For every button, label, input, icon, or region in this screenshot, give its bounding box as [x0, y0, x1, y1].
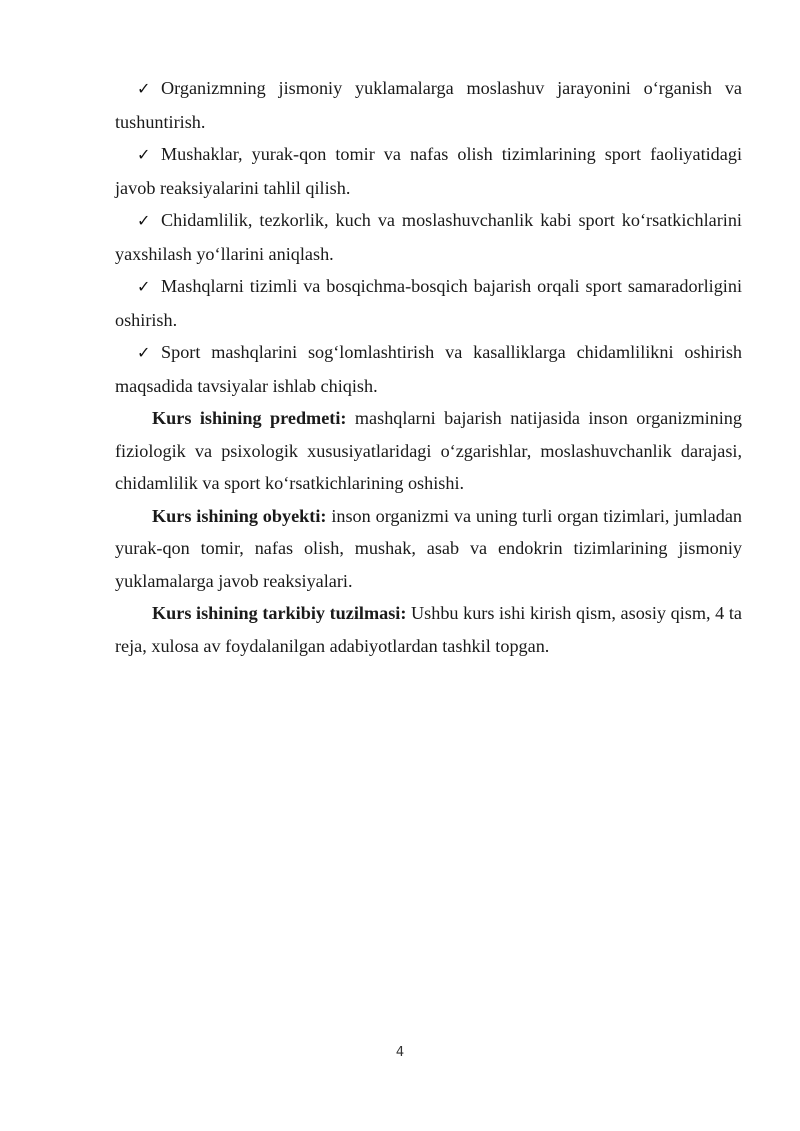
- objective-bullet-5: [115, 336, 742, 402]
- structure-paragraph: [115, 597, 742, 662]
- object-paragraph: [115, 500, 742, 598]
- objective-bullet-2: [115, 138, 742, 204]
- checkmark-icon: ✓: [137, 79, 151, 98]
- object-label: Kurs ishining obyekti:: [152, 505, 327, 526]
- checkmark-icon: ✓: [137, 211, 151, 230]
- structure-label: Kurs ishining tarkibiy tuzilmasi:: [152, 603, 407, 623]
- structure-text: Ushbu kurs ishi kirish qism, asosiy qism, 4 ta reja, xulosa av foydalanilgan adabiyotlardan tashkil topgan.: [115, 603, 743, 656]
- subject-paragraph: [115, 402, 742, 500]
- objective-bullet-4: [115, 270, 742, 336]
- bullet-text: Organizmning jismoniy yuklamalarga moslashuv jarayonini o‘rganish va tushuntirish.: [115, 78, 742, 132]
- bullet-text: Chidamlilik, tezkorlik, kuch va moslashuvchanlik kabi sport ko‘rsatkichlarini yaxshilash yo‘llarini aniqlash.: [115, 210, 742, 264]
- checkmark-icon: ✓: [137, 277, 151, 296]
- objective-bullet-1: [115, 72, 742, 138]
- checkmark-icon: ✓: [137, 343, 151, 362]
- objective-bullet-3: [115, 204, 742, 270]
- checkmark-icon: ✓: [137, 145, 151, 164]
- subject-label: Kurs ishining predmeti:: [152, 408, 347, 428]
- bullet-text: Mashqlarni tizimli va bosqichma-bosqich bajarish orqali sport samaradorligini oshirish.: [115, 276, 742, 330]
- bullet-text: Sport mashqlarini sog‘lomlashtirish va kasalliklarga chidamlilikni oshirish maqsadida tavsiyalar ishlab chiqish.: [115, 342, 742, 396]
- page-content: [115, 72, 742, 662]
- page-number: 4: [395, 1045, 405, 1060]
- subject-text: mashqlarni bajarish natijasida inson organizmining fiziologik va psixologik xususiyatlaridagi o‘zgarishlar, moslashuvchanlik darajasi, chidamlilik va sport ko‘rsatkichlarining oshishi.: [115, 408, 742, 493]
- object-text: inson organizmi va uning turli organ tizimlari, jumladan yurak-qon tomir, nafas olish, mushak, asab va endokrin tizimlarining jismoniy yuklamalarga javob reaksiyalari.: [115, 505, 742, 591]
- bullet-text: Mushaklar, yurak-qon tomir va nafas olish tizimlarining sport faoliyatidagi javob reaksiyalarini tahlil qilish.: [115, 144, 742, 198]
